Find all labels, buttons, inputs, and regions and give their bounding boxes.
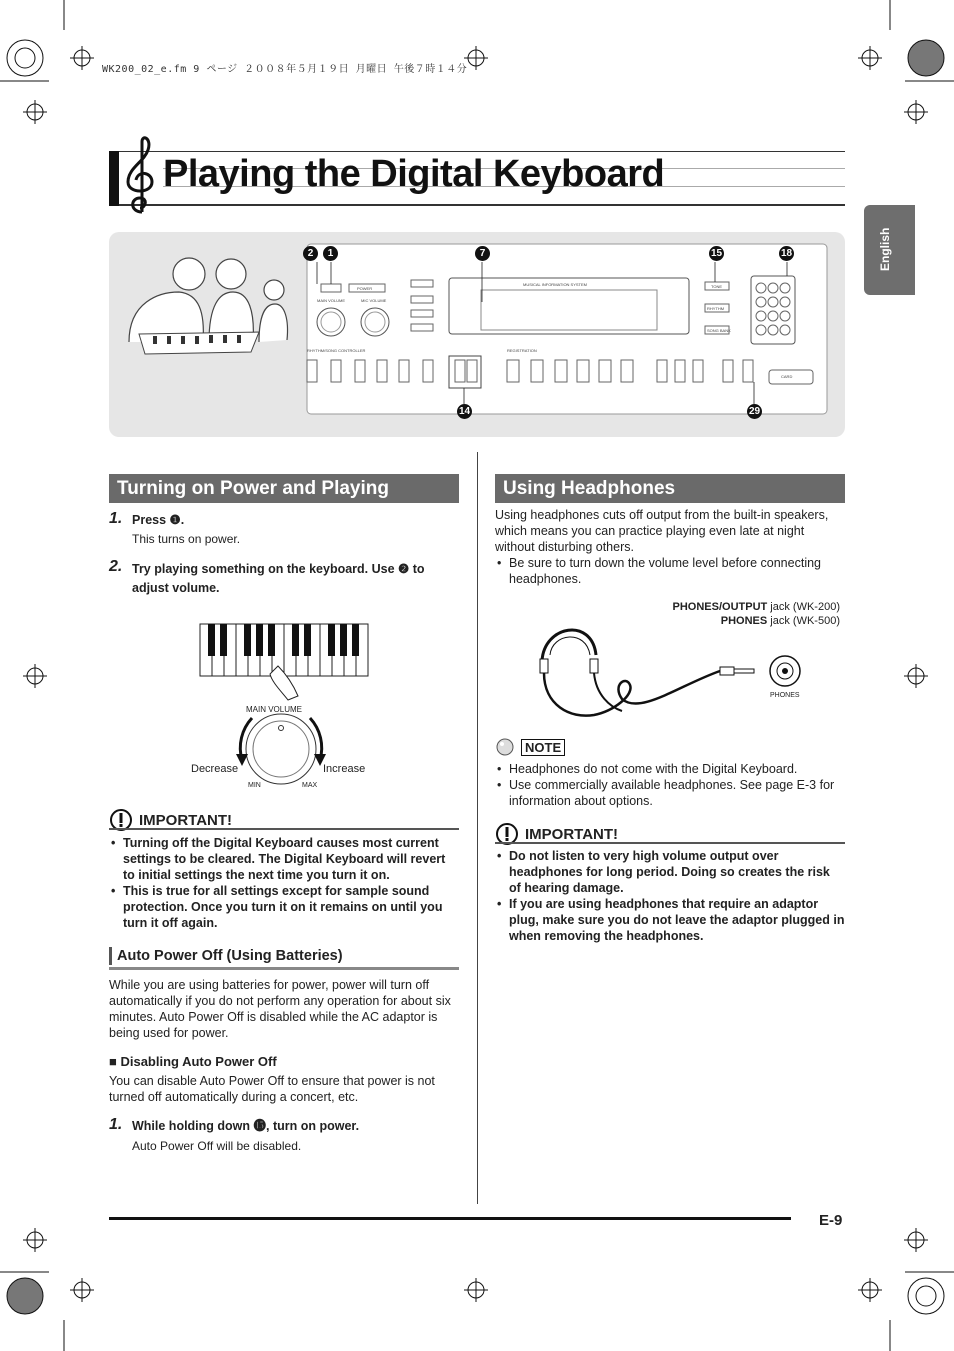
registration-label: REGISTRATION [507, 348, 537, 353]
page-title: Playing the Digital Keyboard [163, 153, 665, 195]
important-item-left-1: • Turning off the Digital Keyboard causes most current settings to be cleared. The Digital Keyboard will revert to initial settings the next time you turn it on. [109, 835, 459, 883]
column-divider [477, 452, 478, 1204]
phones-label: PHONES [770, 692, 800, 699]
auto-power-off-rule [109, 967, 459, 970]
auto-power-off-heading: Auto Power Off (Using Batteries) [109, 947, 343, 965]
min-label: MIN [248, 782, 261, 789]
step-1-sub: This turns on power. [132, 532, 241, 546]
title-bar-block [109, 151, 119, 206]
treble-clef-icon [122, 136, 160, 214]
important-label-right: IMPORTANT! [525, 825, 619, 843]
page-number: E-9 [819, 1212, 843, 1229]
callout-14: 14 [458, 406, 471, 417]
callout-7: 7 [475, 246, 490, 261]
power-label: POWER [357, 286, 373, 291]
section-title-headphones: Using Headphones [495, 474, 845, 503]
disabling-heading: ■ Disabling Auto Power Off [109, 1054, 277, 1069]
disabling-text: You can disable Auto Power Off to ensure that power is not turned off automatically during a concert, etc. [109, 1074, 435, 1104]
jack-label-1-bold: PHONES/OUTPUT [672, 601, 768, 613]
panel-graphic [109, 232, 845, 437]
main-volume-caption: MAIN VOLUME [246, 705, 303, 714]
step-1-number: 1. [109, 510, 123, 527]
callout-29: 29 [748, 406, 761, 417]
max-label: MAX [302, 782, 318, 789]
footer-rule [109, 1217, 791, 1220]
jack-label-2-bold: PHONES [720, 615, 768, 627]
headphones-illustration [530, 615, 810, 725]
step-2-number: 2. [109, 558, 123, 575]
rhythm-controller-label: RHYTHM/SONG CONTROLLER [307, 348, 366, 353]
important-item-left-2: • This is true for all settings except for sample sound protection. Once you turn it on it remains on until you turn it off again. [109, 883, 459, 931]
title-rule-bottom [109, 204, 845, 206]
important-list-right [495, 848, 845, 944]
note-icon [495, 737, 515, 757]
note-item-2: • Use commercially available headphones. See page E-3 for information about options. [495, 777, 845, 809]
section-title-power: Turning on Power and Playing [109, 474, 459, 503]
print-info: WK200_02_e.fm 9 ページ ２００８年５月１９日 月曜日 午後７時１４分 [102, 64, 468, 75]
keyboard-panel-illustration [109, 232, 845, 437]
title-rule-top [109, 151, 845, 152]
step-1-text: Press ❶. [132, 513, 185, 527]
step-3-sub: Auto Power Off will be disabled. [132, 1139, 302, 1153]
rhythm-label: RHYTHM [707, 306, 725, 311]
callout-15: 15 [710, 248, 723, 259]
important-label-left: IMPORTANT! [139, 811, 233, 829]
language-tab [864, 205, 915, 295]
auto-power-off-text: While you are using batteries for power, power will turn off automatically if you do not perform any operation for about six minutes. Auto Power Off is disabled while the AC adaptor is being used for power. [109, 978, 451, 1040]
note-item-1: • Headphones do not come with the Digital Keyboard. [495, 761, 845, 777]
decrease-label: Decrease [191, 763, 239, 775]
important-item-right-2: • If you are using headphones that require an adaptor plug, make sure you do not leave the adaptor plugged in when removing the headphones. [495, 896, 845, 944]
callout-2: 2 [303, 246, 318, 261]
callout-1: 1 [323, 246, 338, 261]
step-3-text: While holding down ⓯, turn on power. [132, 1119, 360, 1133]
step-2-text: Try playing something on the keyboard. Use ❷ to adjust volume. [132, 562, 425, 595]
important-rule-right [495, 842, 845, 844]
jack-label-1-rest: jack (WK-200) [767, 601, 840, 613]
headphones-intro-bullets [495, 555, 845, 587]
main-volume-label: MAIN VOLUME [317, 298, 346, 303]
song-bank-label: SONG BANK [707, 328, 731, 333]
note-label: NOTE [521, 739, 565, 756]
card-label: CARD [781, 374, 793, 379]
headphones-intro: Using headphones cuts off output from the built-in speakers, which means you can practice playing even late at night without disturbing others. [495, 508, 829, 554]
increase-label: Increase [323, 763, 366, 775]
step-3-number: 1. [109, 1116, 123, 1133]
tone-label: TONE [711, 284, 723, 289]
important-item-right-1: • Do not listen to very high volume output over headphones for long period. Doing so creates the risk of hearing damage. [495, 848, 845, 896]
callout-18: 18 [780, 248, 793, 259]
lcd-label: MUSICAL INFORMATION SYSTEM [523, 282, 588, 287]
important-rule-left [109, 828, 459, 830]
jack-label-2-rest: jack (WK-500) [767, 615, 840, 627]
language-tab-label: English [878, 227, 892, 271]
jack-label-1 [620, 600, 840, 614]
mic-volume-label: MIC VOLUME [361, 298, 387, 303]
important-list-left [109, 835, 459, 931]
note-header [495, 737, 565, 757]
headphones-intro-bullet-1: • Be sure to turn down the volume level before connecting headphones. [495, 555, 845, 587]
note-list [495, 761, 845, 809]
